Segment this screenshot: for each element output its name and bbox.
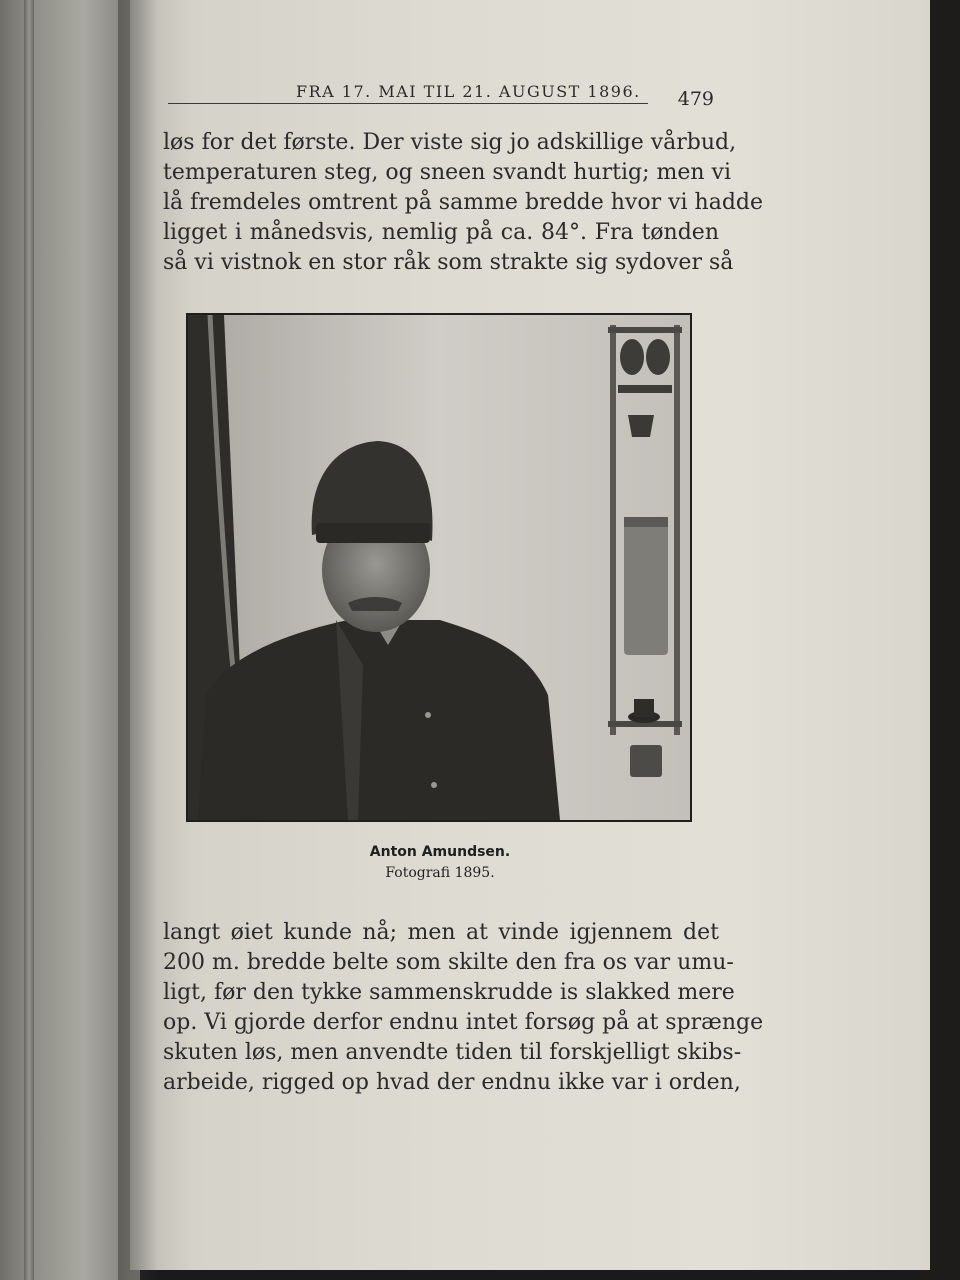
text-line: lå fremdeles omtrent på samme bredde hvor vi hadde (163, 190, 764, 215)
page-number: 479 (677, 88, 714, 110)
running-head: FRA 17. MAI TIL 21. AUGUST 1896. (296, 82, 641, 101)
text-line: 200 m. bredde belte som skilte den fra os var umu- (163, 950, 734, 975)
text-line: op. Vi gjorde derfor endnu intet forsøg på at sprænge (163, 1010, 764, 1035)
photograph-plate (186, 313, 692, 822)
text-line: skuten løs, men anvendte tiden til forskjelligt skibs- (163, 1040, 742, 1065)
figure-caption-name: Anton Amundsen. (369, 844, 511, 860)
book-gutter-shadow (118, 0, 158, 1280)
page-stack-edge (24, 0, 34, 1280)
text-line: langt øiet kunde nå; men at vinde igjennem det (163, 920, 719, 945)
text-line: ligget i månedsvis, nemlig på ca. 84°. Fra tønden (163, 220, 719, 245)
text-line: løs for det første. Der viste sig jo adskillige vårbud, (163, 130, 737, 155)
header-rule (168, 103, 648, 104)
page-header (168, 78, 718, 108)
text-line: temperaturen steg, og sneen svandt hurtig; men vi (163, 160, 732, 185)
body-text-top (163, 128, 764, 278)
text-line: arbeide, rigged op hvad der endnu ikke var i orden, (163, 1070, 741, 1095)
portrait-photograph (188, 315, 690, 820)
figure-caption-date: Fotografi 1895. (385, 865, 495, 881)
body-text-bottom (163, 918, 764, 1098)
text-line: så vi vistnok en stor råk som strakte sig sydover så (163, 250, 734, 275)
text-line: ligt, før den tykke sammenskrudde is slakked mere (163, 980, 735, 1005)
